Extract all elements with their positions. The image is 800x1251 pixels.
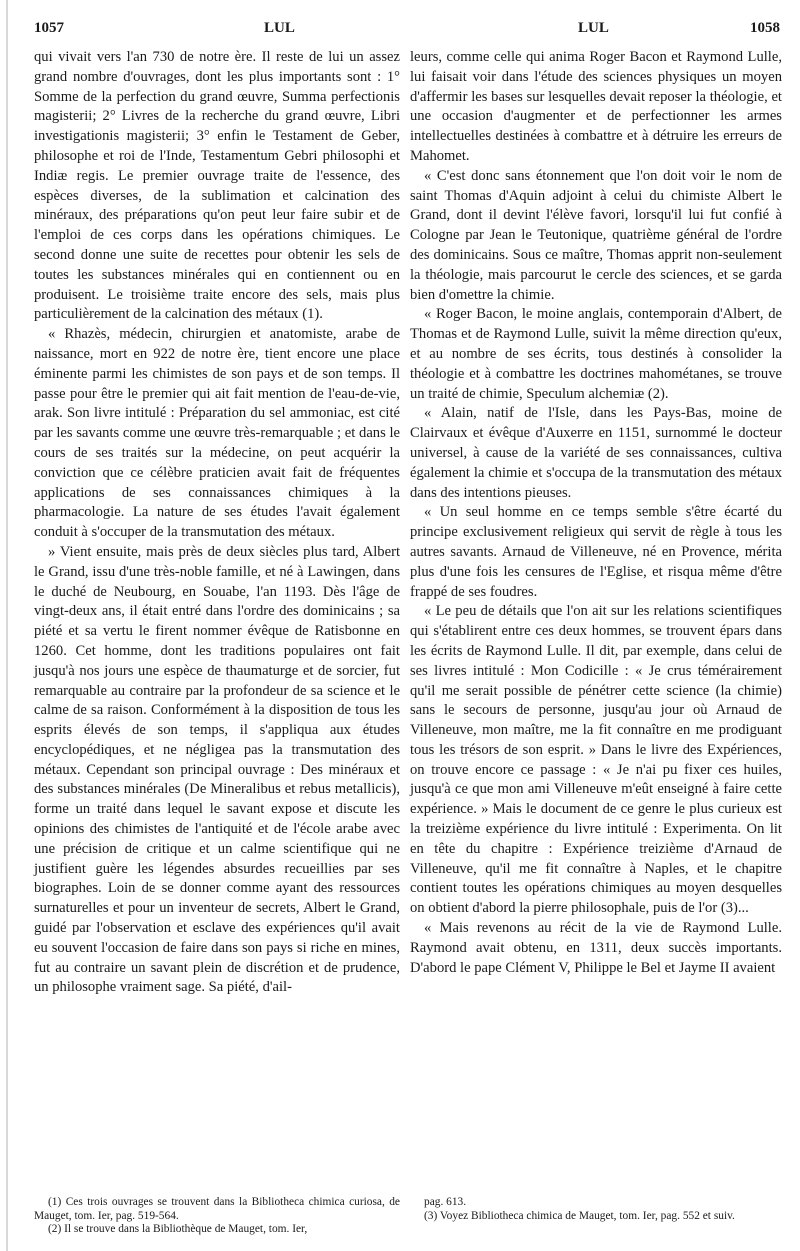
right-running-title: LUL	[578, 20, 609, 36]
paragraph: « Roger Bacon, le moine anglais, contemporain d'Albert, de Thomas et de Raymond Lulle, suivit la même direction qu'eux, et au nombre de ses écrits, tous destinés à consolider la théologie et à combattre les doctrines mahométanes, se trouve un traité de chimie, Speculum alchemiæ (2).	[410, 306, 782, 402]
left-text-column	[34, 48, 400, 998]
running-header	[34, 20, 780, 42]
paragraph: qui vivait vers l'an 730 de notre ère. Il reste de lui un assez grand nombre d'ouvrages, dont les plus importants sont : 1° Somme de la perfection du grand œuvre, Summa perfectionis magisterii; 2° Livres de la recherche du grand œuvre, Libri investigationis magisterii; 3° enfin le Testament de Geber, philosophe et roi de l'Inde, Testamentum Gebri philosophi et Indiæ regis. Le premier ouvrage traite de l'essence, des espèces diverses, de la sublimation et calcination des minéraux, des préparations qu'on peut leur faire subir et de l'emploi de ces corps dans les opérations chimiques. Le second donne une suite de recettes pour obtenir les sels de toutes les substances minérales qui en contiennent ou en produisent. Le troisième traite encore des sels, mais plus particulièrement de la calcination des métaux (1).	[34, 49, 400, 323]
footnote: (1) Ces trois ouvrages se trouvent dans la Bibliotheca chimica curiosa, de Mauget, tom. Ier, pag. 519-564.	[34, 1196, 400, 1222]
paragraph: « Rhazès, médecin, chirurgien et anatomiste, arabe de naissance, mort en 922 de notre ère, tient encore une place éminente parmi les chimistes de son pays et de son temps. Il passe pour être le premier qui ait fait mention de l'eau-de-vie, arak. Son livre intitulé : Préparation du sel ammoniac, est cité par les savants comme une œuvre très-remarquable ; et dans le cours de ses traités sur la médecine, on peut acquérir la conviction que ce célèbre praticien avait fait de fréquentes applications de ses connaissances chimiques à la pharmacologie. La nature de ses études l'avait également conduit à s'occuper de la transmutation des métaux.	[34, 326, 400, 541]
page-edge-shadow	[6, 0, 8, 1251]
footnote: pag. 613.	[424, 1196, 467, 1208]
paragraph: « Un seul homme en ce temps semble s'être écarté du principe exclusivement religieux qui servit de règle à tous les autres savants. Arnaud de Villeneuve, né en Provence, mérita plus d'une fois les censures de l'Eglise, et risqua même d'être frappé de ses foudres.	[410, 504, 782, 600]
paragraph: » Vient ensuite, mais près de deux siècles plus tard, Albert le Grand, issu d'une très-noble famille, et né à Lawingen, dans le duché de Neubourg, en Souabe, l'an 1193. Dès l'âge de vingt-deux ans, il était entré dans l'ordre des dominicains ; sa piété et sa vertu le firent nommer évêque de Ratisbonne en 1260. Cet homme, dont les traditions populaires ont fait jusqu'à nos jours une espèce de thaumaturge et de sorcier, fut remarquable au contraire par la profondeur de sa science et le calme de sa raison. Conformément à la disposition de tous les esprits élevés de son temps, il s'appliqua aux études encyclopédiques, et ne négligea pas la transmutation des métaux. Cependant son principal ouvrage : Des minéraux et des substances minérales (De Mineralibus et rebus metallicis), forme un traité dans lequel le savant expose et discute les opinions des chimistes de l'antiquité et de l'école arabe avec une précision de critique et un calme scientifique qui ne justifient guère les légendes absurdes recueillies par ses biographes. Loin de se donner comme ayant des ressources surnaturelles et pour un inventeur de secrets, Albert le Grand, guidé par l'observation et esclave des expériences qu'il avait eu souvent l'occasion de faire dans son pays si riche en mines, fut au contraire un savant plein de discrétion et de prudence, un philosophe vraiment sage. Sa piété, d'ail-	[34, 543, 400, 996]
paragraph: « C'est donc sans étonnement que l'on doit voir le nom de saint Thomas d'Aquin adjoint à celui du chimiste Albert le Grand, dont il devint l'élève favori, lorsqu'il lui fut confié à Cologne par Jean le Teutonique, quatrième général de l'ordre des dominicains. Sous ce maître, Thomas apprit non-seulement la théologie, mais parcourut le cercle des sciences, et se garda bien d'omettre la chimie.	[410, 167, 782, 303]
right-text-column	[410, 48, 782, 978]
paragraph: leurs, comme celle qui anima Roger Bacon et Raymond Lulle, lui faisait voir dans l'étude des sciences physiques un moyen d'affermir les bases sur lesquelles devait reposer la théologie, et une occasion d'augmenter et de perfectionner les armes intellectuelles destinées à combattre et à détruire les erreurs de Mahomet.	[410, 49, 782, 164]
right-footnotes	[410, 1196, 782, 1223]
paragraph: « Le peu de détails que l'on ait sur les relations scientifiques qui s'établirent entre ces deux hommes, se trouvent épars dans les écrits de Raymond Lulle. Il dit, par exemple, dans celui de ses livres intitulé : Mon Codicille : « Je crus témérairement qu'il me serait possible de pénétrer cette science (la chimie) sans le secours de personne, jusqu'au jour où Arnaud de Villeneuve, mon maître, me la fit connaître en me prodiguant tous les trésors de son esprit. » Dans le livre des Expériences, on trouve encore ce passage : « Je n'ai pu fixer ces huiles, jusqu'à ce que mon ami Villeneuve m'eût enseigné à faire cette expérience. » Mais le document de ce genre le plus curieux est la treizième expérience du livre intitulé : Experimenta. On lit en tête du chapitre : Expérience treizième d'Arnaud de Villeneuve, qu'il me fit connaître à Naples, et le chapitre contient toutes les opérations chimiques au moyen desquelles on obtient d'abord la pierre philosophale, puis de l'or (3)...	[410, 603, 782, 917]
right-page-number: 1058	[750, 20, 780, 36]
footnote: (2) Il se trouve dans la Bibliothèque de Mauget, tom. Ier,	[48, 1223, 308, 1235]
paragraph: « Alain, natif de l'Isle, dans les Pays-Bas, moine de Clairvaux et évêque d'Auxerre en 1151, surnommé le docteur universel, à cause de la variété de ses connaissances, cultiva également la chimie et s'occupa de la transmutation des métaux dans des intentions pieuses.	[410, 405, 782, 501]
paragraph: « Mais revenons au récit de la vie de Raymond Lulle. Raymond avait obtenu, en 1311, deux succès importants. D'abord le pape Clément V, Philippe le Bel et Jayme II avaient	[410, 920, 782, 976]
left-running-title: LUL	[264, 20, 295, 36]
left-page-number: 1057	[34, 20, 64, 36]
footnote: (3) Voyez Bibliotheca chimica de Mauget, tom. Ier, pag. 552 et suiv.	[424, 1209, 735, 1222]
left-footnotes	[34, 1196, 400, 1237]
